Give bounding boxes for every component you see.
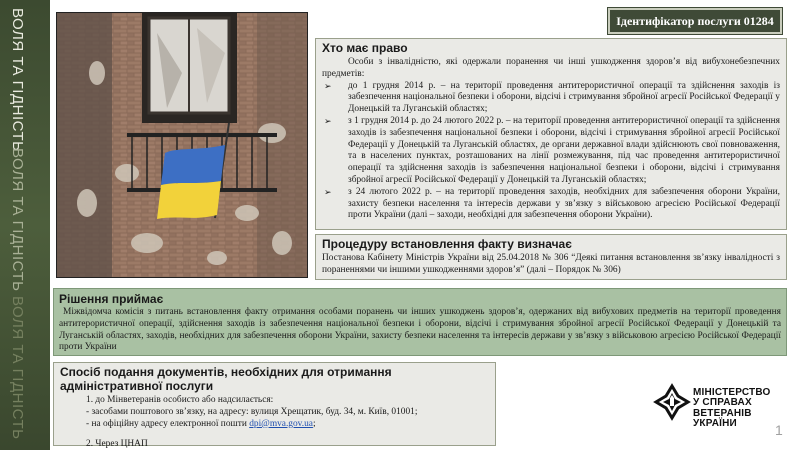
email-suffix: ; (312, 418, 316, 429)
page-number: 1 (775, 422, 783, 438)
eligibility-section (315, 38, 787, 230)
decision-text: Міжвідомча комісія з питань встановлення факту отримання особами поранень чи інших ушкоджень здоров’я, одержаних від вибухових предметів на території проведення антитерористичної операції, здійснення заходів із забезпечення національної безпеки і оборони, відсічі і стримування збройної агресії Російської Федерації у Донецькій та Луганській областях, заходів, необхідних для забезпечення оборони України, захисту безпеки населення та інтересів держави у зв’язку з військовою агресією Російської Федерації проти України (59, 307, 781, 353)
logo-line-3: ВЕТЕРАНІВ (693, 407, 752, 419)
arrow-bullet-icon: ➢ (324, 80, 332, 91)
email-link[interactable]: dpi@mva.gov.ua (249, 418, 313, 429)
list-item (322, 187, 780, 222)
decision-section (53, 288, 787, 356)
list-item-text: до 1 грудня 2014 р. – на території проведення антитерористичної операції та здійснення заходів із забезпечення національної безпеки і оборони, відсічі і стримування збройної агресії Російської Федерації у Донецькій та Луганській областях; (348, 80, 780, 115)
flag-yellow-stripe (157, 181, 221, 219)
sidebar-slogan-2: ВОЛЯ ТА ГІДНІСТЬ (9, 148, 26, 292)
submission-line-2: - засобами поштового зв’язку, на адресу: вулиця Хрещатик, буд. 34, м. Київ, 01001; (86, 406, 418, 417)
procedure-section (315, 234, 787, 280)
logo-line-2: У СПРАВАХ (693, 397, 752, 409)
decision-title: Рішення приймає (59, 292, 164, 306)
email-prefix: - на офіційну адресу електронної пошти (86, 418, 250, 429)
service-id-badge: Ідентифікатор послуги 01284 (608, 8, 782, 34)
photo-damaged-building (56, 12, 308, 278)
submission-line-3 (60, 419, 489, 431)
list-item (322, 81, 780, 116)
submission-title: Спосіб подання документів, необхідних для отримання адміністративної послуги (60, 365, 392, 393)
sidebar (0, 0, 50, 450)
building-illustration (57, 13, 307, 277)
submission-line-4: 2. Через ЦНАП (86, 439, 148, 450)
list-item-text: з 24 лютого 2022 р. – на території проведення заходів, необхідних для забезпечення оборони України, захисту безпеки населення та інтересів держави у зв’язку з військовою агресією Російської Федерації проти України (далі – заходи, необхідні для забезпечення оборони України). (348, 186, 780, 221)
eligibility-list (322, 81, 780, 223)
logo-line-4: УКРАЇНИ (693, 418, 737, 430)
list-item-text: з 1 грудня 2014 р. до 24 лютого 2022 р. – на території проведення антитерористичної операції та здійснення заходів із забезпечення національної безпеки і оборони, відсічі і стримування збройної агресії Російської Федерації у Донецькій та Луганській областях, де органи державної влади здійснюють свої повноваження, та в населених пунктах, розташованих на лінії розмежування, під час проведення антитерористичної операції та здійснення заходів із забезпечення національної безпеки і оборони, відсічі і стримування збройної агресії Російської Федерації у Донецькій та Луганській областях; (348, 115, 780, 185)
procedure-text: Постанова Кабінету Міністрів України від 25.04.2018 № 306 “Деякі питання встановлення зв’язку інвалідності з пораненнями чи іншими ушкодженнями здоров’я” (далі – Порядок № 306) (322, 253, 780, 275)
eligibility-title: Хто має право (322, 41, 408, 55)
arrow-bullet-icon: ➢ (324, 115, 332, 126)
submission-line-1: 1. до Мінветеранів особисто або надсилається: (86, 395, 274, 405)
list-item (322, 116, 780, 187)
eligibility-intro: Особи з інвалідністю, які одержали поранення чи інші ушкодження здоров’я від вибухонебезпечних предметів: (322, 57, 780, 79)
submission-section (53, 362, 496, 450)
ministry-logo-text (693, 388, 771, 430)
arrow-bullet-icon: ➢ (324, 186, 332, 197)
flag-blue-stripe (161, 145, 225, 185)
procedure-title: Процедуру встановлення факту визначає (322, 237, 572, 251)
sidebar-slogan-1: ВОЛЯ ТА ГІДНІСТЬ (9, 8, 26, 152)
sidebar-slogan-3: ВОЛЯ ТА ГІДНІСТЬ (9, 296, 26, 440)
logo-line-1: МІНІСТЕРСТВО (693, 387, 771, 398)
